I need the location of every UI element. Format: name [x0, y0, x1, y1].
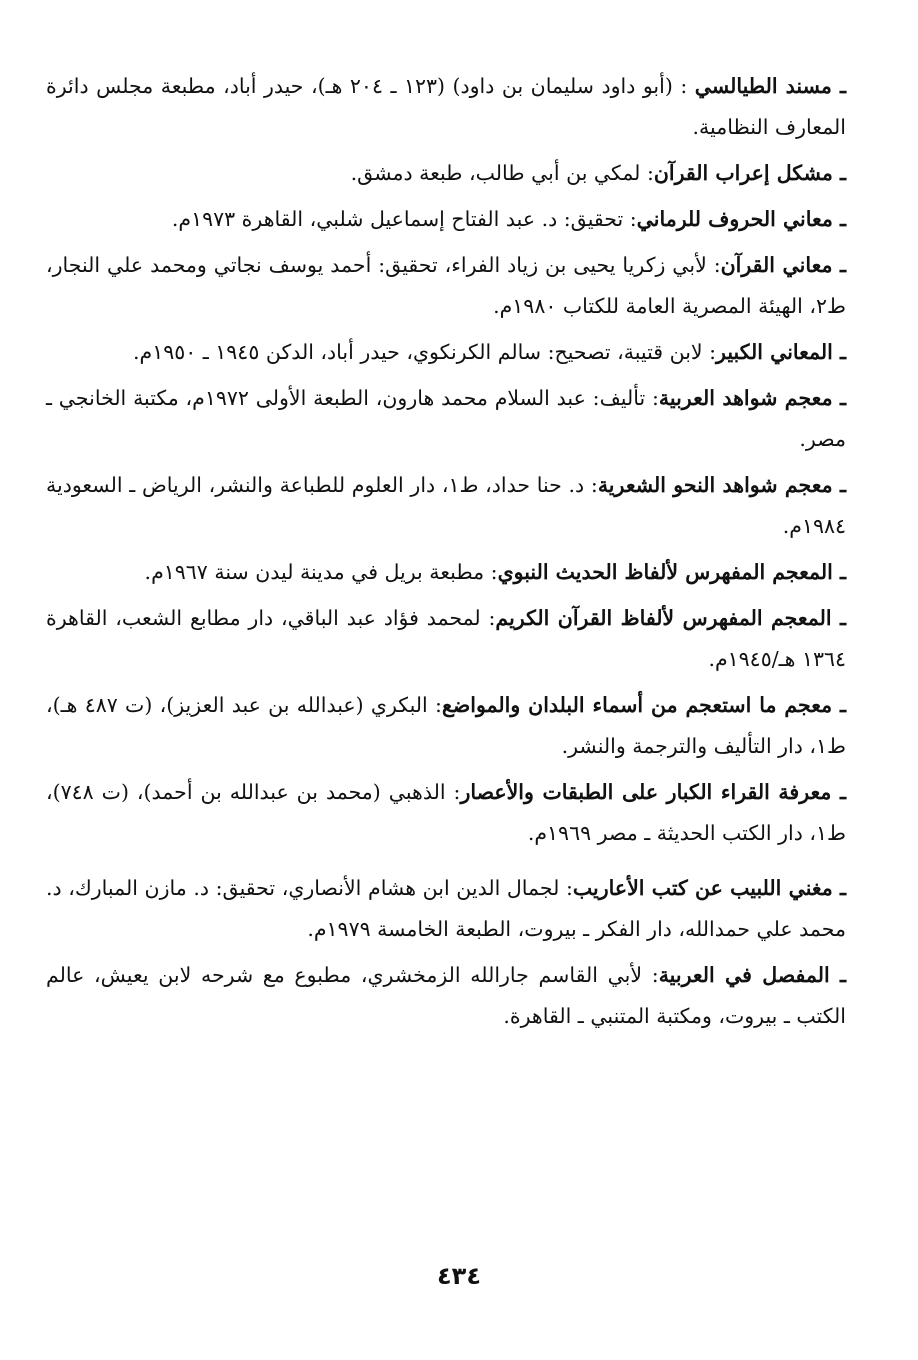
entry-details: : (أبو داود سليمان بن داود) (١٢٣ ـ ٢٠٤ هـ)، حيدر أباد، مطبعة مجلس دائرة المعارف النظامية. — [46, 74, 846, 139]
entry-title: ـ مسند الطيالسي — [694, 74, 847, 98]
entry-details: : لابن قتيبة، تصحيح: سالم الكرنكوي، حيدر أباد، الدكن ١٩٤٥ ـ ١٩٥٠م. — [132, 340, 717, 364]
entry-details: : لأبي القاسم جارالله الزمخشري، مطبوع مع شرحه لابن يعيش، عالم الكتب ـ بيروت، ومكتبة المتنبي ـ القاهرة. — [46, 963, 846, 1028]
entry-details: : مطبعة بريل في مدينة ليدن سنة ١٩٦٧م. — [144, 560, 498, 584]
bibliography-list — [46, 66, 846, 1042]
entry-title: ـ معجم شواهد النحو الشعرية — [597, 473, 846, 497]
entry-title: ـ المعاني الكبير — [716, 340, 846, 364]
bibliography-entry — [46, 153, 846, 194]
bibliography-entry — [46, 332, 846, 373]
entry-title: ـ معجم شواهد العربية — [658, 386, 846, 410]
entry-title: ـ المفصل في العربية — [658, 963, 847, 987]
entry-details: : لأبي زكريا يحيى بن زياد الفراء، تحقيق: أحمد يوسف نجاتي ومحمد علي النجار، ط٢، الهيئة المصرية العامة للكتاب ١٩٨٠م. — [46, 253, 846, 318]
bibliography-entry — [46, 199, 846, 240]
bibliography-entry — [46, 245, 846, 327]
entry-title: ـ معجم ما استعجم من أسماء البلدان والمواضع — [441, 693, 846, 717]
entry-details: : لجمال الدين ابن هشام الأنصاري، تحقيق: د. مازن المبارك، د. محمد علي حمدالله، دار الفكر ـ بيروت، الطبعة الخامسة ١٩٧٩م. — [46, 876, 846, 941]
bibliography-entry — [46, 552, 846, 593]
bibliography-entry — [46, 685, 846, 767]
entry-title: ـ مغني اللبيب عن كتب الأعاريب — [572, 876, 846, 900]
entry-details: : د. حنا حداد، ط١، دار العلوم للطباعة والنشر، الرياض ـ السعودية ١٩٨٤م. — [46, 473, 846, 538]
entry-title: ـ معاني القرآن — [720, 253, 847, 277]
entry-details: : تأليف: عبد السلام محمد هارون، الطبعة الأولى ١٩٧٢م، مكتبة الخانجي ـ مصر. — [46, 386, 846, 451]
entry-details: : لمحمد فؤاد عبد الباقي، دار مطابع الشعب، القاهرة ١٣٦٤ هـ/١٩٤٥م. — [46, 606, 846, 671]
entry-title: ـ معاني الحروف للرماني — [636, 207, 846, 231]
bibliography-entry — [46, 955, 846, 1037]
entry-title: ـ معرفة القراء الكبار على الطبقات والأعصار — [460, 780, 846, 804]
entry-title: ـ المعجم المفهرس لألفاظ القرآن الكريم — [495, 606, 846, 630]
bibliography-entry — [46, 66, 846, 148]
bibliography-entry — [46, 465, 846, 547]
entry-details: : الذهبي (محمد بن عبدالله بن أحمد)، (ت ٧٤٨)، ط١، دار الكتب الحديثة ـ مصر ١٩٦٩م. — [46, 780, 846, 845]
bibliography-entry — [46, 378, 846, 460]
entry-details: : تحقيق: د. عبد الفتاح إسماعيل شلبي، القاهرة ١٩٧٣م. — [171, 207, 637, 231]
page-number: ٤٣٤ — [437, 1262, 481, 1290]
entry-title: ـ مشكل إعراب القرآن — [653, 161, 846, 185]
entry-title: ـ المعجم المفهرس لألفاظ الحديث النبوي — [497, 560, 846, 584]
entry-details: : لمكي بن أبي طالب، طبعة دمشق. — [350, 161, 654, 185]
entry-details: : البكري (عبدالله بن عبد العزيز)، (ت ٤٨٧ هـ)، ط١، دار التأليف والترجمة والنشر. — [46, 693, 846, 758]
bibliography-entry — [46, 598, 846, 680]
bibliography-entry — [46, 868, 846, 950]
bibliography-entry — [46, 772, 846, 854]
